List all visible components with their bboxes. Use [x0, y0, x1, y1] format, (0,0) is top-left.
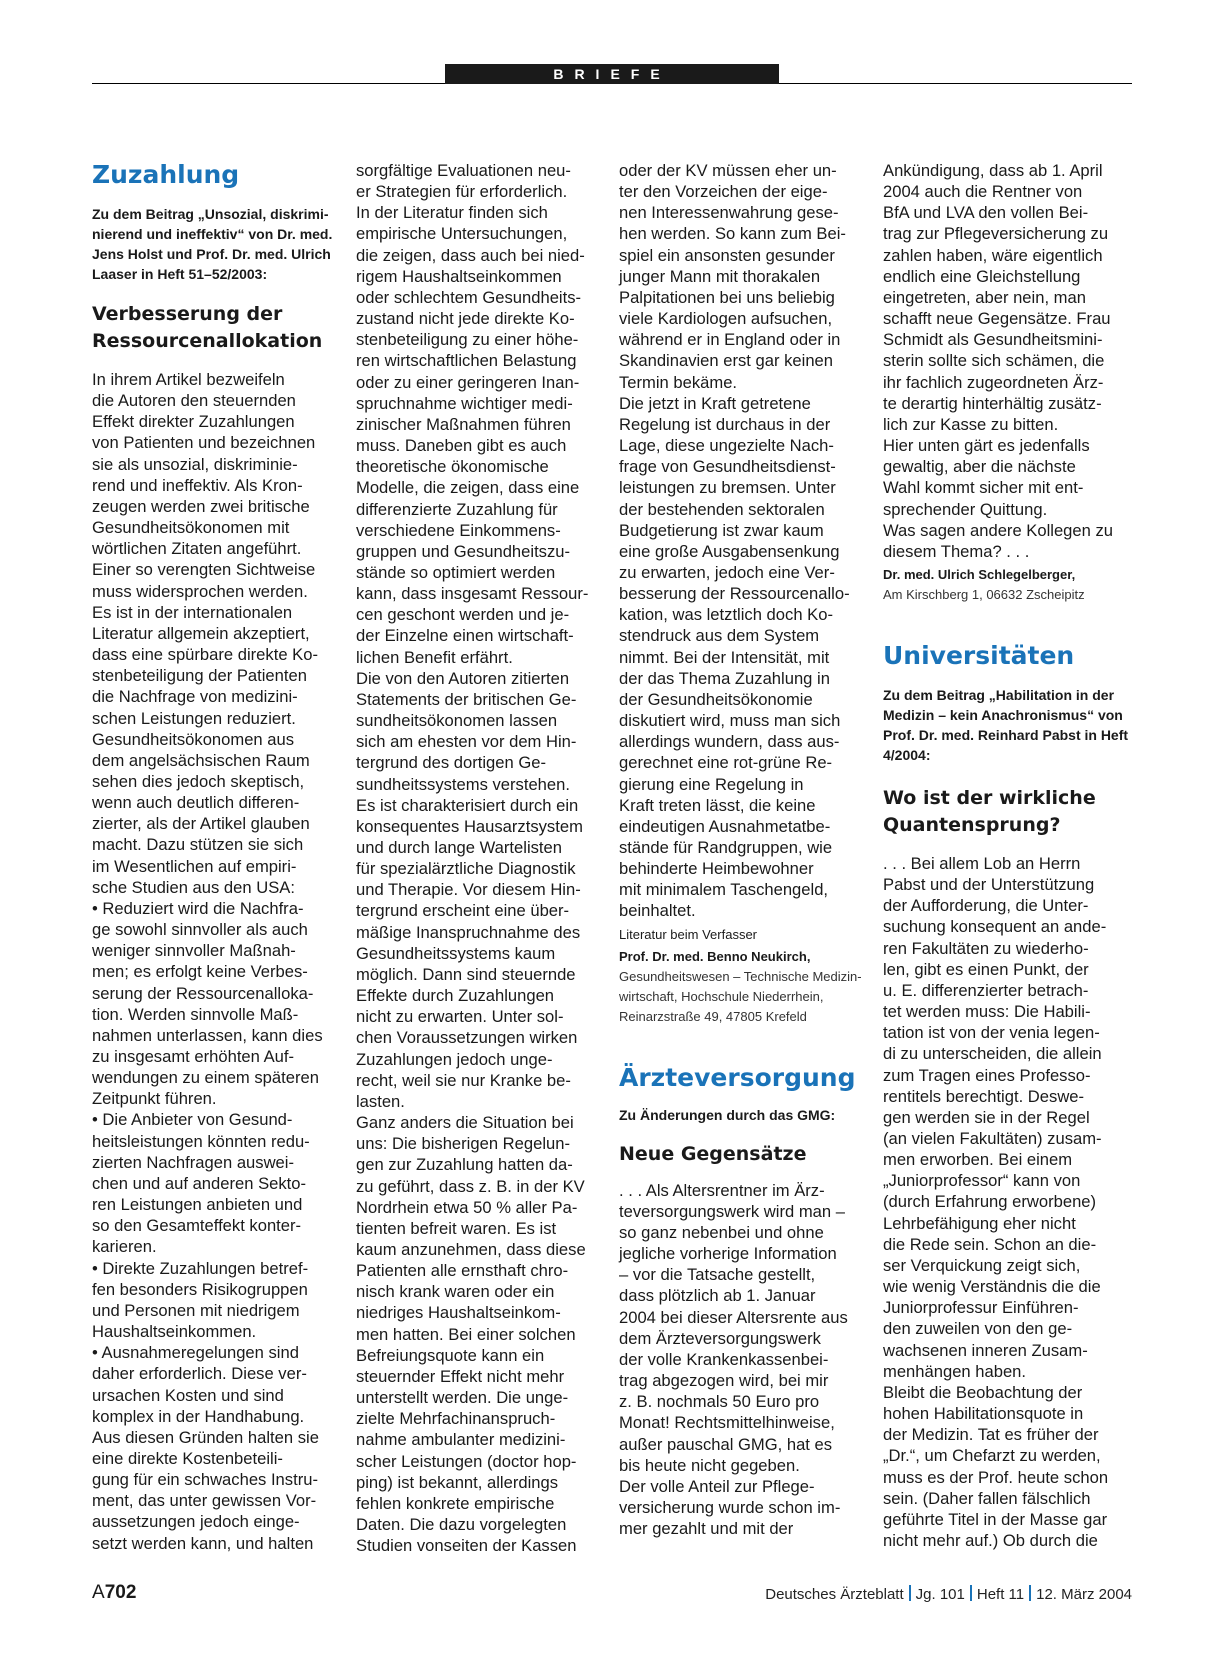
article-headline: Verbesserung der Ressourcenallokation [92, 303, 323, 352]
article-headline: Wo ist der wirkliche Quantensprung? [883, 786, 1096, 836]
article-intro: Zu dem Beitrag „Unsozial, diskrimi- nierend und ineffektiv“ von Dr. med. Jens Holst und Prof. Dr. med. Ulrich Laaser in Heft 51–52/2003: [92, 206, 333, 282]
section-title-zuzahlung: Zuzahlung [92, 160, 240, 189]
journal-name: Deutsches Ärzteblatt [765, 1586, 904, 1603]
section-label: BRIEFE [445, 64, 779, 84]
journal-volume: Jg. 101 [915, 1586, 965, 1603]
separator [970, 1585, 972, 1601]
column-1 [92, 160, 346, 1554]
article-body: In ihrem Artikel bezweifeln die Autoren den steuernden Effekt direkter Zuzahlungen von Patienten und bezeichnen sie als unsozial, diskriminie- rend und ineffektiv. Als Kron- zeugen werden zwei britische Gesundheitsökonomen mit wörtlichen Zitaten angeführt. Einer so verengten Sichtweise muss widersprochen werden. Es ist in der internationalen Literatur allgemein akzeptiert, dass eine spürbare direkte Ko- stenbeteiligung der Patienten die Nachfrage von medizini- schen Leistungen reduziert. Gesundheitsökonomen aus dem angelsächsischen Raum sehen dies jedoch skeptisch, wenn auch deutlich differen- zierter, als der Artikel glauben macht. Dazu stützen sie sich im Wesentlichen auf empiri- sche Studien aus den USA: • Reduziert wird die Nachfra- ge sowohl sinnvoller als auch weniger sinnvoller Maßnah- men; es erfolgt keine Verbes- serung der Ressourcenalloka- tion. Werden sinnvolle Maß- nahmen unterlassen, kann dies zu insgesamt erhöhten Auf- wendungen zu einem späteren Zeitpunkt führen. • Die Anbieter von Gesund- heitsleistungen könnten redu- zierten Nachfragen auswei- chen und auf anderen Sekto- ren Leistungen anbieten und so den Gesamteffekt konter- karieren. • Direkte Zuzahlungen betref- fen besonders Risikogruppen und Personen mit niedrigem Haushaltseinkommen. • Ausnahmeregelungen sind daher erforderlich. Diese ver- ursachen Kosten und sind komplex in der Handhabung. Aus diesen Gründen halten sie eine direkte Kostenbeteili- gung für ein schwaches Instru- ment, das unter gewissen Vor- aussetzungen jedoch einge- setzt werden kann, und halten [92, 370, 323, 1553]
literature-note: Literatur beim Verfasser [619, 926, 758, 942]
journal-info [765, 1585, 1132, 1603]
page-number [92, 1582, 136, 1604]
column-4 [883, 160, 1137, 1551]
journal-date: 12. März 2004 [1036, 1586, 1132, 1603]
section-title-universitaeten: Universitäten [883, 640, 1075, 670]
author-affiliation: Gesundheitswesen – Technische Medizin- wirtschaft, Hochschule Niederrhein, Reinarzstraße 49, 47805 Krefeld [619, 968, 862, 1024]
author-affiliation: Am Kirschberg 1, 06632 Zscheipitz [883, 586, 1085, 602]
article-body: oder der KV müssen eher un- ter den Vorzeichen der eige- nen Interessenwahrung gese- hen werden. So kann zum Bei- spiel ein ansonsten gesunder junger Mann mit thorakalen Palpitationen bei uns beliebig viele Kardiologen aufsuchen, während er in England oder in Skandinavien erst gar keinen Termin bekäme. Die jetzt in Kraft getretene Regelung ist durchaus in der Lage, diese ungezielte Nach- frage von Gesundheitsdienst- leistungen zu bremsen. Unter der bestehenden sektoralen Budgetierung ist zwar kaum eine große Ausgabensenkung zu erwarten, jedoch eine Ver- besserung der Ressourcenallo- kation, was letztlich doch Ko- stendruck aus dem System nimmt. Bei der Intensität, mit der das Thema Zuzahlung in der Gesundheitsökonomie diskutiert wird, muss man sich allerdings wundern, dass aus- gerechnet eine rot-grüne Re- gierung eine Regelung in Kraft treten lässt, die keine eindeutigen Ausnahmetatbe- stände für Randgruppen, wie behinderte Heimbewohner mit minimalem Taschengeld, beinhaltet. [619, 161, 850, 921]
article-body: . . . Als Altersrentner im Ärz- teversorgungswerk wird man – so ganz nebenbei und ohne jegliche vorherige Information – vor die Tatsache gestellt, dass plötzlich ab 1. Januar 2004 bei dieser Altersrente aus dem Ärzteversorgungswerk der volle Krankenkassenbei- trag abgezogen wird, bei mir z. B. nochmals 50 Euro pro Monat! Rechtsmittelhinweise, außer pauschal GMG, hat es bis heute nicht gegeben. Der volle Anteil zur Pflege- versicherung wurde schon im- mer gezahlt und mit der [619, 1180, 848, 1539]
article-intro: Zu Änderungen durch das GMG: [619, 1106, 836, 1123]
column-3 [619, 160, 873, 1539]
column-2 [356, 160, 610, 1556]
journal-issue: Heft 11 [976, 1586, 1025, 1603]
section-title-aerzteversorgung: Ärzteversorgung [619, 1062, 856, 1092]
page-number-value: 702 [104, 1582, 137, 1603]
separator [1029, 1585, 1031, 1601]
author-name: Dr. med. Ulrich Schlegelberger, [883, 566, 1076, 582]
separator [909, 1585, 911, 1601]
author-name: Prof. Dr. med. Benno Neukirch, [619, 948, 811, 964]
article-body: sorgfältige Evaluationen neu- er Strategien für erforderlich. In der Literatur finden sich empirische Untersuchungen, die zeigen, dass auch bei nied- rigem Haushaltseinkommen oder schlechtem Gesundheits- zustand nicht jede direkte Ko- stenbeteiligung zu einer höhe- ren wirtschaftlichen Belastung oder zu einer geringeren Inan- spruchnahme wichtiger medi- zinischer Maßnahmen führen muss. Daneben gibt es auch theoretische ökonomische Modelle, die zeigen, dass eine differenzierte Zuzahlung für verschiedene Einkommens- gruppen und Gesundheitszu- stände so optimiert werden kann, dass insgesamt Ressour- cen geschont werden und je- der Einzelne einen wirtschaft- lichen Benefit erfährt. Die von den Autoren zitierten Statements der britischen Ge- sundheitsökonomen lassen sich am ehesten vor dem Hin- tergrund des dortigen Ge- sundheitssystems verstehen. Es ist charakterisiert durch ein konsequentes Hausarztsystem und durch lange Wartelisten für spezialärztliche Diagnostik und Therapie. Vor diesem Hin- tergrund erscheint eine über- mäßige Inanspruchnahme des Gesundheitssystems kaum möglich. Dann sind steuernde Effekte durch Zuzahlungen nicht zu erwarten. Unter sol- chen Voraussetzungen wirken Zuzahlungen jedoch unge- recht, weil sie nur Kranke be- lasten. Ganz anders die Situation bei uns: Die bisherigen Regelun- gen zur Zuzahlung hatten da- zu geführt, dass z. B. in der KV Nordrhein etwa 50 % aller Pa- tienten befreit waren. Es ist kaum anzunehmen, dass diese Patienten alle ernsthaft chro- nisch krank waren oder ein niedriges Haushaltseinkom- men hatten. Bei einer solchen Befreiungsquote kann ein steuernder Effekt nicht mehr unterstellt werden. Die unge- zielte Mehrfachinanspruch- nahme ambulanter medizini- scher Leistungen (doctor hop- ping) ist bekannt, allerdings fehlen konkrete empirische Daten. Die dazu vorgelegten Studien vonseiten der Kassen [356, 161, 589, 1556]
article-intro: Zu dem Beitrag „Habilitation in der Medizin – kein Anachronismus“ von Prof. Dr. med. Reinhard Pabst in Heft 4/2004: [883, 686, 1129, 763]
article-headline: Neue Gegensätze [619, 1142, 807, 1165]
page-prefix: A [92, 1582, 105, 1603]
article-body: Ankündigung, dass ab 1. April 2004 auch die Rentner von BfA und LVA den vollen Bei- trag zur Pflegeversicherung zu zahlen haben, wäre eigentlich endlich eine Gleichstellung eingetreten, aber nein, man schafft neue Gegensätze. Frau Schmidt als Gesundheitsmini- sterin sollte sich schämen, die ihr fachlich zugeordneten Ärz- te derartig hinterhältig zusätz- lich zur Kasse zu bitten. Hier unten gärt es jedenfalls gewaltig, aber die nächste Wahl kommt sicher mit ent- sprechender Quittung. Was sagen andere Kollegen zu diesem Thema? . . . [883, 161, 1114, 561]
article-body: . . . Bei allem Lob an Herrn Pabst und der Unterstützung der Aufforderung, die Unter- suchung konsequent an ande- ren Fakultäten zu wiederho- len, gibt es einen Punkt, der u. E. differenzierter betrach- tet werden muss: Die Habili- tation ist von der venia legen- di zu unterscheiden, die allein zum Tragen eines Professo- rentitels berechtigt. Deswe- gen werden sie in der Regel (an vielen Fakultäten) zusam- men erworben. Bei einem „Juniorprofessor“ kann von (durch Erfahrung erworbene) Lehrbefähigung eher nicht die Rede sein. Schon an die- ser Verquickung zeigt sich, wie wenig Verständnis die die Juniorprofessur Einführen- den zuweilen von den ge- wachsenen inneren Zusam- menhängen haben. Bleibt die Beobachtung der hohen Habilitationsquote in der Medizin. Tat es früher der „Dr.“, um Chefarzt zu werden, muss es der Prof. heute schon sein. (Daher fallen fälschlich geführte Titel in der Masse gar nicht mehr auf.) Ob durch die [883, 853, 1109, 1550]
